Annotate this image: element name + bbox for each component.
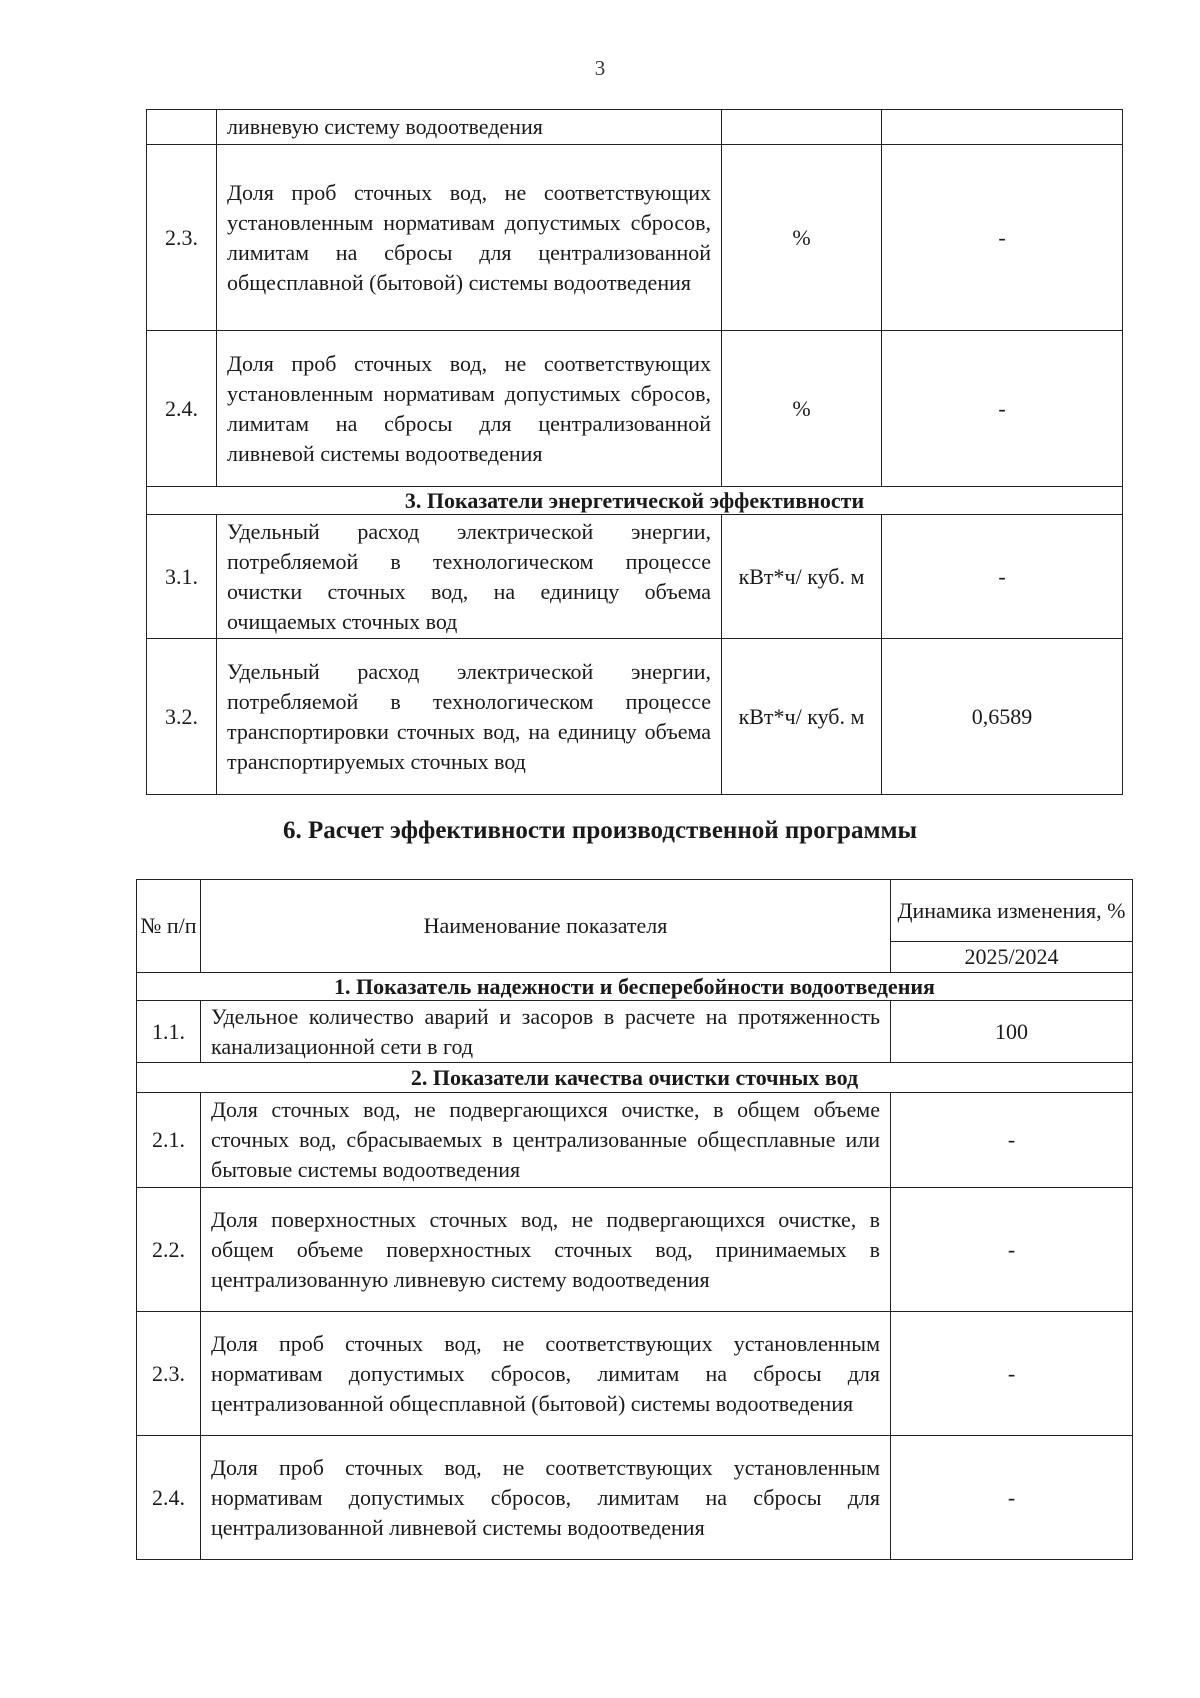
row-number: 3.1. — [147, 515, 217, 639]
section-title: 2. Показатели качества очистки сточных вод — [137, 1063, 1133, 1093]
table-row — [137, 1001, 1133, 1063]
header-period: 2025/2024 — [891, 942, 1133, 973]
table-row — [147, 639, 1123, 795]
section-title: 3. Показатели энергетической эффективности — [147, 487, 1123, 515]
table-row — [137, 1188, 1133, 1312]
row-name: Доля проб сточных вод, не соответствующих установленным нормативам допустимых сбросов, лимитам на сбросы для централизованной ливневой системы водоотведения — [217, 331, 722, 487]
efficiency-table — [136, 879, 1133, 1560]
row-name: Доля поверхностных сточных вод, не подвергающихся очистке, в общем объеме поверхностных сточных вод, принимаемых в централизованную ливневую систему водоотведения — [201, 1188, 891, 1312]
row-unit: % — [722, 331, 882, 487]
header-row — [137, 880, 1133, 942]
row-value: - — [891, 1188, 1133, 1312]
table-row — [147, 110, 1123, 145]
header-num: № п/п — [137, 880, 201, 973]
indicators-table-continued — [146, 109, 1123, 795]
table-row — [137, 1093, 1133, 1188]
page-number: 3 — [594, 56, 606, 80]
table-row — [147, 515, 1123, 639]
row-number: 2.4. — [147, 331, 217, 487]
row-number: 2.3. — [147, 145, 217, 331]
row-unit: % — [722, 145, 882, 331]
header-name: Наименование показателя — [201, 880, 891, 973]
section-row — [147, 487, 1123, 515]
row-value: 100 — [891, 1001, 1133, 1063]
row-number: 2.1. — [137, 1093, 201, 1188]
section-row — [137, 1063, 1133, 1093]
row-value: - — [882, 331, 1123, 487]
row-number: 2.3. — [137, 1312, 201, 1436]
row-number: 2.2. — [137, 1188, 201, 1312]
section-heading: 6. Расчет эффективности производственной программы — [282, 817, 918, 844]
table-row — [147, 331, 1123, 487]
row-name: ливневую систему водоотведения — [217, 110, 722, 145]
row-number: 1.1. — [137, 1001, 201, 1063]
row-name: Доля проб сточных вод, не соответствующих установленным нормативам допустимых сбросов, лимитам на сбросы для централизованной общесплавной (бытовой) системы водоотведения — [201, 1312, 891, 1436]
row-number: 3.2. — [147, 639, 217, 795]
row-value: - — [891, 1436, 1133, 1560]
row-name: Удельный расход электрической энергии, потребляемой в технологическом процессе транспортировки сточных вод, на единицу объема транспортируемых сточных вод — [217, 639, 722, 795]
row-name: Доля проб сточных вод, не соответствующих установленным нормативам допустимых сбросов, лимитам на сбросы для централизованной ливневой системы водоотведения — [201, 1436, 891, 1560]
row-name: Доля проб сточных вод, не соответствующих установленным нормативам допустимых сбросов, лимитам на сбросы для централизованной общесплавной (бытовой) системы водоотведения — [217, 145, 722, 331]
section-row — [137, 973, 1133, 1001]
row-unit: кВт*ч/ куб. м — [722, 515, 882, 639]
section-title: 1. Показатель надежности и бесперебойности водоотведения — [137, 973, 1133, 1001]
row-value: - — [891, 1093, 1133, 1188]
row-name: Удельный расход электрической энергии, потребляемой в технологическом процессе очистки сточных вод, на единицу объема очищаемых сточных вод — [217, 515, 722, 639]
row-name: Удельное количество аварий и засоров в расчете на протяженность канализационной сети в год — [201, 1001, 891, 1063]
header-dynamics: Динамика изменения, % — [891, 880, 1133, 942]
row-value: - — [882, 145, 1123, 331]
table-row — [147, 145, 1123, 331]
row-value: - — [882, 515, 1123, 639]
row-unit: кВт*ч/ куб. м — [722, 639, 882, 795]
table-row — [137, 1436, 1133, 1560]
table-row — [137, 1312, 1133, 1436]
row-value: 0,6589 — [882, 639, 1123, 795]
row-number: 2.4. — [137, 1436, 201, 1560]
row-value: - — [891, 1312, 1133, 1436]
row-name: Доля сточных вод, не подвергающихся очистке, в общем объеме сточных вод, сбрасываемых в централизованные общесплавные или бытовые системы водоотведения — [201, 1093, 891, 1188]
